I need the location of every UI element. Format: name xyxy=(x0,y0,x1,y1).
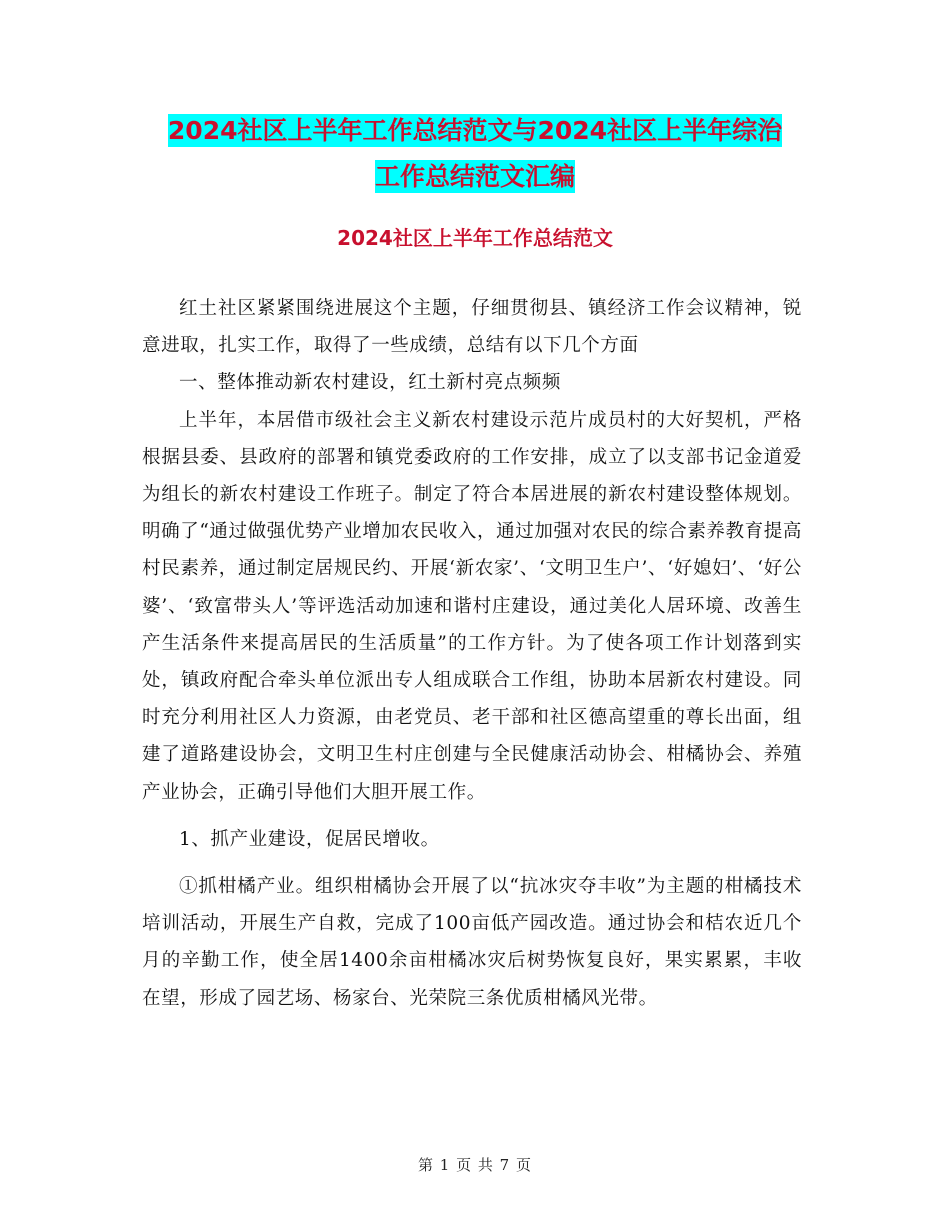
document-body xyxy=(142,290,802,1017)
paragraph-intro: 红土社区紧紧围绕进展这个主题，仔细贯彻县、镇经济工作会议精神，锐意进取，扎实工作，取得了一些成绩，总结有以下几个方面 xyxy=(142,298,802,357)
paragraph-heading-1: 一、整体推动新农村建设，红土新村亮点频频 xyxy=(179,372,562,394)
paragraph-subheading-1: 1、抓产业建设，促居民增收。 xyxy=(179,828,440,850)
document-title-line1: 2024社区上半年工作总结范文与2024社区上半年综治 xyxy=(167,116,783,145)
document-title-line2: 工作总结范文汇编 xyxy=(374,162,575,191)
page-footer: 第 1 页 共 7 页 xyxy=(418,1156,532,1174)
document-title xyxy=(130,108,820,200)
paragraph-citrus-industry: ①抓柑橘产业。组织柑橘协会开展了以“抗冰灾夺丰收”为主题的柑橘技术培训活动，开展生产自救，完成了100亩低产园改造。通过协会和桔农近几个月的辛勤工作，使全居1400余亩柑橘冰灾后树势恢复良好，果实累累，丰收在望，形成了园艺场、杨家台、光荣院三条优质柑橘风光带。 xyxy=(142,876,802,1009)
paragraph-rural-construction: 上半年，本居借市级社会主义新农村建设示范片成员村的大好契机，严格根据县委、县政府的部署和镇党委政府的工作安排，成立了以支部书记金道爱为组长的新农村建设工作班子。制定了符合本居进展的新农村建设整体规划。明确了“通过做强优势产业增加农民收入，通过加强对农民的综合素养教育提高村民素养，通过制定居规民约、开展‘新农家’、‘文明卫生户’、‘好媳妇’、‘好公婆’、‘致富带头人’等评选活动加速和谐村庄建设，通过美化人居环境、改善生产生活条件来提高居民的生活质量”的工作方针。为了使各项工作计划落到实处，镇政府配合牵头单位派出专人组成联合工作组，协助本居新农村建设。同时充分利用社区人力资源，由老党员、老干部和社区德高望重的尊长出面，组建了道路建设协会，文明卫生村庄创建与全民健康活动协会、柑橘协会、养殖产业协会，正确引导他们大胆开展工作。 xyxy=(142,409,802,803)
section-title: 2024社区上半年工作总结范文 xyxy=(337,226,613,250)
